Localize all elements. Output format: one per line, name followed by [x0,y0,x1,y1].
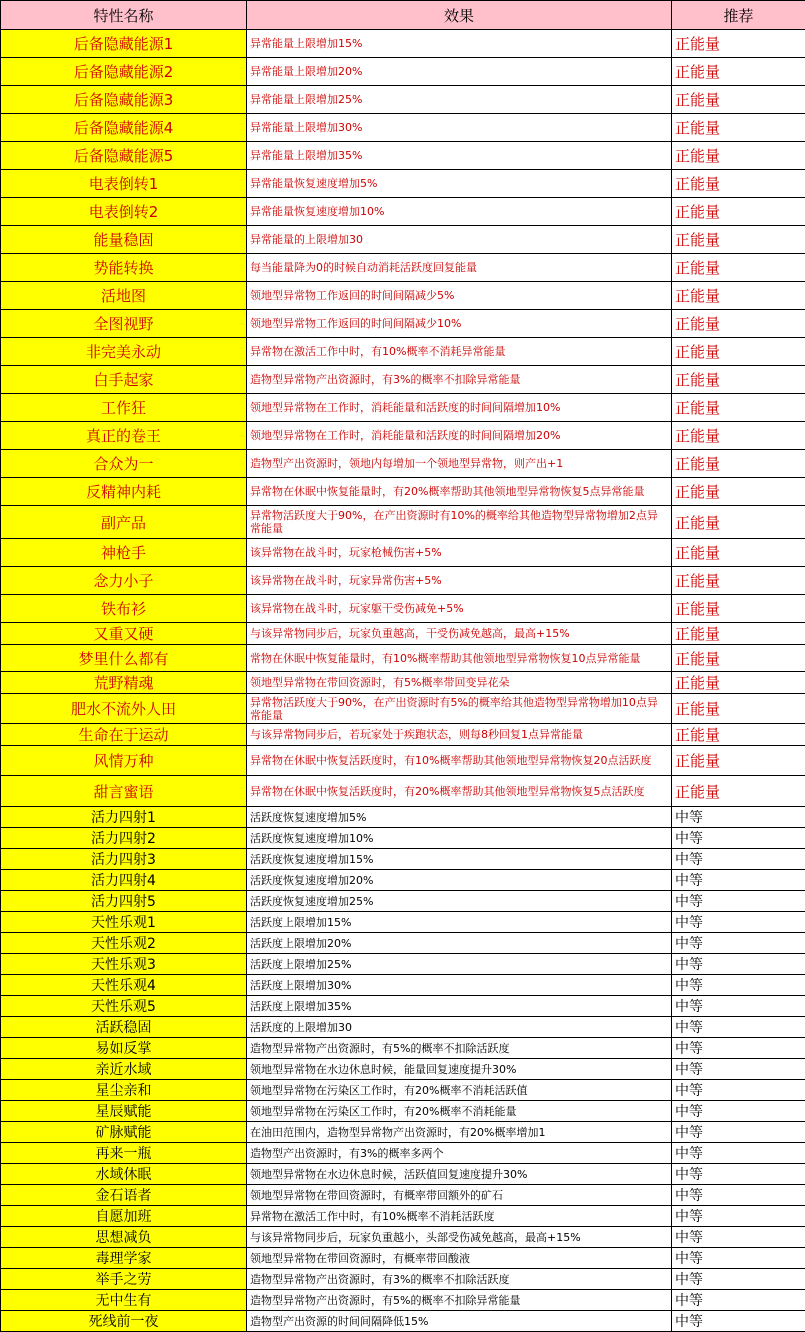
table-row [1,142,805,170]
table-row [1,506,805,539]
trait-effect-cell: 与该异常物同步后，若玩家处于疾跑状态，则每8秒回复1点异常能量 [247,724,672,746]
table-row [1,1311,805,1332]
trait-effect-cell: 活跃度的上限增加30 [247,1017,672,1038]
trait-effect-cell: 异常能量上限增加35% [247,142,672,170]
trait-effect-cell: 领地型异常物在工作时，消耗能量和活跃度的时间间隔增加10% [247,394,672,422]
trait-recommend-cell: 正能量 [672,595,805,623]
header-trait-name: 特性名称 [1,1,247,30]
table-row [1,1164,805,1185]
trait-effect-cell: 异常能量的上限增加30 [247,226,672,254]
trait-recommend-cell: 正能量 [672,478,805,506]
trait-name-cell: 活跃稳固 [1,1017,247,1038]
trait-effect-cell: 领地型异常物工作返回的时间间隔减少10% [247,310,672,338]
trait-effect-cell: 活跃度恢复速度增加10% [247,828,672,849]
trait-name-cell: 副产品 [1,506,247,539]
trait-recommend-cell: 中等 [672,1080,805,1101]
trait-name-cell: 毒理学家 [1,1248,247,1269]
table-row [1,366,805,394]
trait-name-cell: 再来一瓶 [1,1143,247,1164]
trait-name-cell: 水域休眠 [1,1164,247,1185]
table-row [1,1269,805,1290]
trait-recommend-cell: 正能量 [672,198,805,226]
trait-effect-cell: 异常能量恢复速度增加5% [247,170,672,198]
trait-name-cell: 后备隐藏能源2 [1,58,247,86]
trait-name-cell: 风情万种 [1,746,247,776]
table-row [1,310,805,338]
trait-recommend-cell: 正能量 [672,310,805,338]
trait-recommend-cell: 正能量 [672,338,805,366]
trait-name-cell: 星辰赋能 [1,1101,247,1122]
trait-name-cell: 死线前一夜 [1,1311,247,1332]
trait-effect-cell: 领地型异常物在水边休息时候，活跃值回复速度提升30% [247,1164,672,1185]
trait-recommend-cell: 正能量 [672,366,805,394]
table-row [1,1080,805,1101]
table-row [1,807,805,828]
trait-name-cell: 易如反掌 [1,1038,247,1059]
trait-effect-cell: 异常能量上限增加25% [247,86,672,114]
trait-recommend-cell: 中等 [672,1059,805,1080]
trait-name-cell: 真正的卷王 [1,422,247,450]
trait-name-cell: 无中生有 [1,1290,247,1311]
trait-recommend-cell: 正能量 [672,724,805,746]
table-row [1,724,805,746]
trait-effect-cell: 常物在休眠中恢复能量时，有10%概率帮助其他领地型异常物恢复10点异常能量 [247,645,672,672]
trait-effect-cell: 异常物在激活工作中时，有10%概率不消耗异常能量 [247,338,672,366]
table-row [1,828,805,849]
trait-recommend-cell: 中等 [672,996,805,1017]
table-row [1,282,805,310]
trait-effect-cell: 异常能量恢复速度增加10% [247,198,672,226]
trait-effect-cell: 异常物在休眠中恢复活跃度时，有20%概率帮助其他领地型异常物恢复5点活跃度 [247,776,672,807]
header-recommend: 推荐 [672,1,805,30]
trait-name-cell: 电表倒转1 [1,170,247,198]
trait-effect-cell: 活跃度恢复速度增加15% [247,849,672,870]
trait-name-cell: 矿脉赋能 [1,1122,247,1143]
trait-name-cell: 活力四射5 [1,891,247,912]
trait-effect-cell: 领地型异常物在带回资源时，有概率带回酸液 [247,1248,672,1269]
trait-recommend-cell: 中等 [672,849,805,870]
table-row [1,645,805,672]
table-row [1,1290,805,1311]
trait-name-cell: 又重又硬 [1,623,247,645]
trait-effect-cell: 该异常物在战斗时，玩家异常伤害+5% [247,567,672,595]
trait-effect-cell: 与该异常物同步后，玩家负重越高，干受伤减免越高，最高+15% [247,623,672,645]
table-row [1,198,805,226]
trait-recommend-cell: 中等 [672,1269,805,1290]
trait-effect-cell: 造物型产出资源时，有3%的概率多两个 [247,1143,672,1164]
trait-name-cell: 金石语者 [1,1185,247,1206]
trait-name-cell: 甜言蜜语 [1,776,247,807]
trait-effect-cell: 在油田范围内，造物型异常物产出资源时，有20%概率增加1 [247,1122,672,1143]
trait-effect-cell: 领地型异常物在带回资源时，有5%概率带回变异花朵 [247,672,672,694]
trait-effect-cell: 活跃度恢复速度增加5% [247,807,672,828]
trait-effect-cell: 造物型异常物产出资源时，有3%的概率不扣除异常能量 [247,366,672,394]
trait-effect-cell: 领地型异常物在工作时，消耗能量和活跃度的时间间隔增加20% [247,422,672,450]
trait-effect-cell: 造物型产出资源的时间间隔降低15% [247,1311,672,1332]
header-effect: 效果 [247,1,672,30]
trait-recommend-cell: 正能量 [672,694,805,724]
table-row [1,1248,805,1269]
trait-recommend-cell: 正能量 [672,282,805,310]
trait-name-cell: 非完美永动 [1,338,247,366]
trait-effect-cell: 造物型异常物产出资源时，有5%的概率不扣除异常能量 [247,1290,672,1311]
table-row [1,746,805,776]
traits-body [1,30,805,1332]
trait-recommend-cell: 中等 [672,975,805,996]
table-row [1,1227,805,1248]
table-row [1,1038,805,1059]
trait-recommend-cell: 正能量 [672,142,805,170]
trait-name-cell: 梦里什么都有 [1,645,247,672]
table-row [1,1059,805,1080]
trait-effect-cell: 造物型异常物产出资源时，有3%的概率不扣除活跃度 [247,1269,672,1290]
trait-recommend-cell: 正能量 [672,114,805,142]
table-row [1,1122,805,1143]
trait-recommend-cell: 正能量 [672,422,805,450]
trait-name-cell: 活力四射3 [1,849,247,870]
table-row [1,254,805,282]
trait-name-cell: 活地图 [1,282,247,310]
table-row [1,1206,805,1227]
trait-name-cell: 亲近水域 [1,1059,247,1080]
trait-recommend-cell: 中等 [672,1038,805,1059]
trait-name-cell: 念力小子 [1,567,247,595]
trait-name-cell: 全图视野 [1,310,247,338]
trait-recommend-cell: 中等 [672,1143,805,1164]
table-row [1,975,805,996]
trait-recommend-cell: 中等 [672,870,805,891]
table-row [1,776,805,807]
trait-recommend-cell: 正能量 [672,506,805,539]
trait-effect-cell: 异常物在激活工作中时，有10%概率不消耗活跃度 [247,1206,672,1227]
trait-effect-cell: 活跃度上限增加25% [247,954,672,975]
trait-effect-cell: 异常物活跃度大于90%，在产出资源时有5%的概率给其他造物型异常物增加10点异常能量 [247,694,672,724]
trait-name-cell: 后备隐藏能源5 [1,142,247,170]
trait-recommend-cell: 中等 [672,807,805,828]
trait-name-cell: 天性乐观4 [1,975,247,996]
trait-recommend-cell: 中等 [672,1185,805,1206]
table-row [1,1101,805,1122]
table-row [1,694,805,724]
trait-name-cell: 活力四射4 [1,870,247,891]
trait-recommend-cell: 正能量 [672,645,805,672]
trait-effect-cell: 异常物在休眠中恢复活跃度时，有10%概率帮助其他领地型异常物恢复20点活跃度 [247,746,672,776]
trait-name-cell: 天性乐观2 [1,933,247,954]
trait-name-cell: 后备隐藏能源4 [1,114,247,142]
trait-name-cell: 星尘亲和 [1,1080,247,1101]
table-row [1,58,805,86]
trait-effect-cell: 异常物活跃度大于90%，在产出资源时有10%的概率给其他造物型异常物增加2点异常能量 [247,506,672,539]
trait-effect-cell: 活跃度上限增加35% [247,996,672,1017]
trait-recommend-cell: 正能量 [672,394,805,422]
table-row [1,870,805,891]
trait-recommend-cell: 正能量 [672,254,805,282]
table-row [1,912,805,933]
trait-name-cell: 荒野精魂 [1,672,247,694]
trait-effect-cell: 每当能量降为0的时候自动消耗活跃度回复能量 [247,254,672,282]
trait-name-cell: 天性乐观3 [1,954,247,975]
trait-recommend-cell: 中等 [672,891,805,912]
trait-name-cell: 后备隐藏能源1 [1,30,247,58]
trait-name-cell: 工作狂 [1,394,247,422]
trait-recommend-cell: 正能量 [672,776,805,807]
trait-recommend-cell: 中等 [672,933,805,954]
trait-recommend-cell: 中等 [672,912,805,933]
trait-recommend-cell: 中等 [672,954,805,975]
table-row [1,891,805,912]
trait-recommend-cell: 中等 [672,1101,805,1122]
trait-recommend-cell: 正能量 [672,623,805,645]
trait-recommend-cell: 正能量 [672,58,805,86]
trait-name-cell: 后备隐藏能源3 [1,86,247,114]
trait-recommend-cell: 正能量 [672,86,805,114]
trait-effect-cell: 造物型异常物产出资源时，有5%的概率不扣除活跃度 [247,1038,672,1059]
trait-effect-cell: 领地型异常物在带回资源时，有概率带回额外的矿石 [247,1185,672,1206]
trait-recommend-cell: 正能量 [672,672,805,694]
table-row [1,996,805,1017]
trait-effect-cell: 该异常物在战斗时，玩家躯干受伤减免+5% [247,595,672,623]
trait-effect-cell: 领地型异常物在污染区工作时，有20%概率不消耗能量 [247,1101,672,1122]
table-row [1,394,805,422]
trait-recommend-cell: 正能量 [672,170,805,198]
table-row [1,450,805,478]
trait-name-cell: 活力四射1 [1,807,247,828]
table-row [1,1017,805,1038]
trait-recommend-cell: 中等 [672,1206,805,1227]
trait-name-cell: 肥水不流外人田 [1,694,247,724]
table-row [1,478,805,506]
table-row [1,849,805,870]
trait-effect-cell: 领地型异常物在水边休息时候，能量回复速度提升30% [247,1059,672,1080]
trait-recommend-cell: 正能量 [672,226,805,254]
trait-effect-cell: 活跃度上限增加20% [247,933,672,954]
trait-recommend-cell: 正能量 [672,539,805,567]
trait-recommend-cell: 中等 [672,828,805,849]
table-row [1,672,805,694]
trait-name-cell: 自愿加班 [1,1206,247,1227]
header-row [1,1,805,30]
trait-effect-cell: 活跃度上限增加30% [247,975,672,996]
trait-effect-cell: 领地型异常物工作返回的时间间隔减少5% [247,282,672,310]
trait-recommend-cell: 正能量 [672,450,805,478]
trait-name-cell: 势能转换 [1,254,247,282]
table-row [1,539,805,567]
table-row [1,1185,805,1206]
trait-effect-cell: 异常能量上限增加30% [247,114,672,142]
trait-effect-cell: 领地型异常物在污染区工作时，有20%概率不消耗活跃值 [247,1080,672,1101]
table-row [1,422,805,450]
trait-name-cell: 铁布衫 [1,595,247,623]
trait-name-cell: 生命在于运动 [1,724,247,746]
trait-name-cell: 电表倒转2 [1,198,247,226]
trait-effect-cell: 活跃度上限增加15% [247,912,672,933]
trait-name-cell: 思想减负 [1,1227,247,1248]
trait-recommend-cell: 中等 [672,1248,805,1269]
trait-recommend-cell: 中等 [672,1122,805,1143]
table-row [1,623,805,645]
trait-effect-cell: 异常能量上限增加20% [247,58,672,86]
trait-name-cell: 天性乐观5 [1,996,247,1017]
trait-effect-cell: 活跃度恢复速度增加25% [247,891,672,912]
trait-effect-cell: 该异常物在战斗时，玩家枪械伤害+5% [247,539,672,567]
trait-effect-cell: 活跃度恢复速度增加20% [247,870,672,891]
trait-name-cell: 神枪手 [1,539,247,567]
trait-effect-cell: 与该异常物同步后，玩家负重越小，头部受伤减免越高，最高+15% [247,1227,672,1248]
trait-name-cell: 天性乐观1 [1,912,247,933]
trait-recommend-cell: 中等 [672,1227,805,1248]
trait-recommend-cell: 中等 [672,1164,805,1185]
trait-recommend-cell: 中等 [672,1017,805,1038]
trait-name-cell: 能量稳固 [1,226,247,254]
table-row [1,954,805,975]
trait-effect-cell: 异常能量上限增加15% [247,30,672,58]
trait-name-cell: 合众为一 [1,450,247,478]
table-row [1,170,805,198]
trait-recommend-cell: 中等 [672,1290,805,1311]
trait-recommend-cell: 正能量 [672,30,805,58]
trait-recommend-cell: 中等 [672,1311,805,1332]
table-row [1,86,805,114]
trait-effect-cell: 造物型产出资源时，领地内每增加一个领地型异常物，则产出+1 [247,450,672,478]
trait-name-cell: 活力四射2 [1,828,247,849]
table-row [1,1143,805,1164]
trait-recommend-cell: 正能量 [672,567,805,595]
table-row [1,595,805,623]
table-row [1,30,805,58]
trait-name-cell: 反精神内耗 [1,478,247,506]
trait-recommend-cell: 正能量 [672,746,805,776]
table-row [1,338,805,366]
trait-name-cell: 举手之劳 [1,1269,247,1290]
table-row [1,933,805,954]
table-row [1,114,805,142]
table-row [1,226,805,254]
trait-effect-cell: 异常物在休眠中恢复能量时，有20%概率帮助其他领地型异常物恢复5点异常能量 [247,478,672,506]
trait-name-cell: 白手起家 [1,366,247,394]
table-row [1,567,805,595]
